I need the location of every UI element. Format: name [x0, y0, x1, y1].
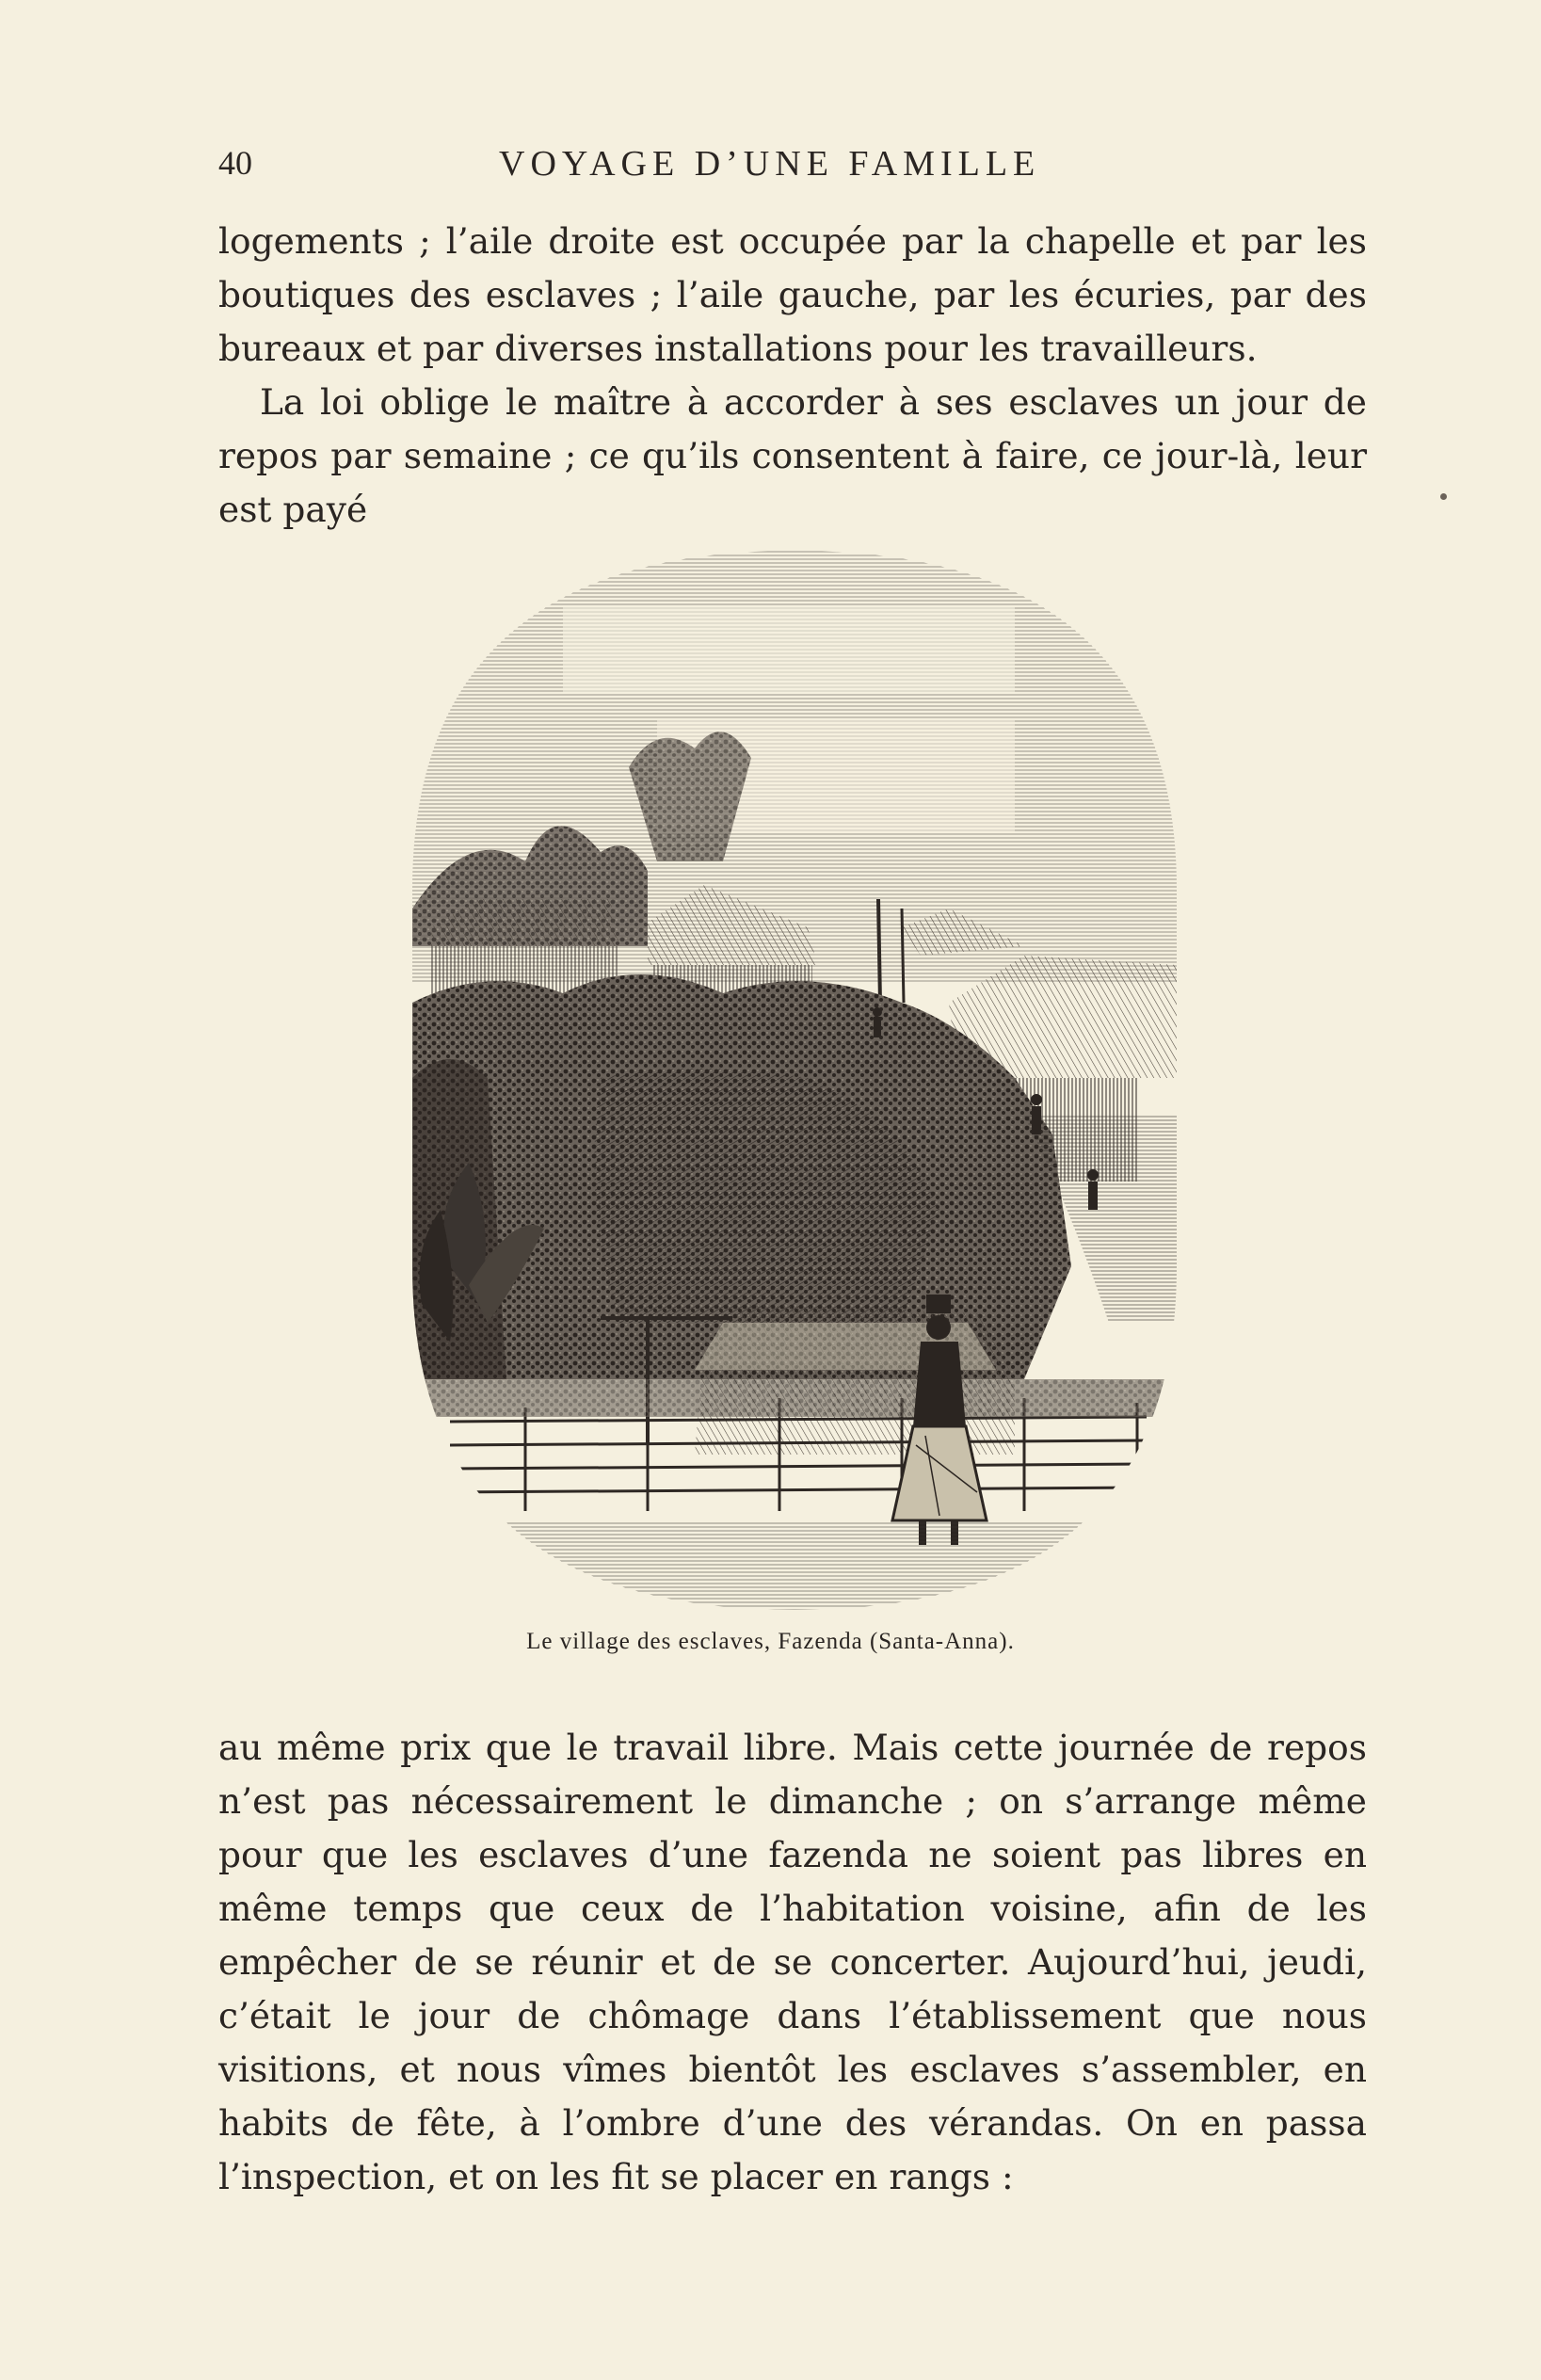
- engraving-slave-village: [412, 551, 1177, 1610]
- body-text-bottom: [218, 1721, 1367, 2204]
- print-speck: [1440, 493, 1447, 500]
- running-title: VOYAGE D’UNE FAMILLE: [499, 144, 1041, 184]
- paragraph: au même prix que le travail libre. Mais cette journée de repos n’est pas nécessairement le dimanche ; on s’arrange même pour que les esclaves d’une fazenda ne soient pas libres en même temps que ceux de l’habitation voisine, afin de les empêcher de se réunir et de se concerter. Aujourd’hui, jeudi, c’était le jour de chômage dans l’établissement que nous visitions, et nous vîmes bientôt les esclaves s’assembler, en habits de fête, à l’ombre d’une des vérandas. On en passa l’inspection, et on les fit se placer en rangs :: [218, 1727, 1367, 2197]
- paragraph: La loi oblige le maître à accorder à ses esclaves un jour de repos par semaine ; ce qu’ils consentent à faire, ce jour-là, leur est payé: [218, 381, 1367, 530]
- body-text-top: [218, 215, 1367, 537]
- figure-caption: Le village des esclaves, Fazenda (Santa-Anna).: [526, 1629, 1015, 1654]
- paragraph: logements ; l’aile droite est occupée par la chapelle et par les boutiques des esclaves ; l’aile gauche, par les écuries, par des bureaux et par diverses installations pour les travailleurs.: [218, 220, 1367, 369]
- page-number: 40: [218, 144, 252, 182]
